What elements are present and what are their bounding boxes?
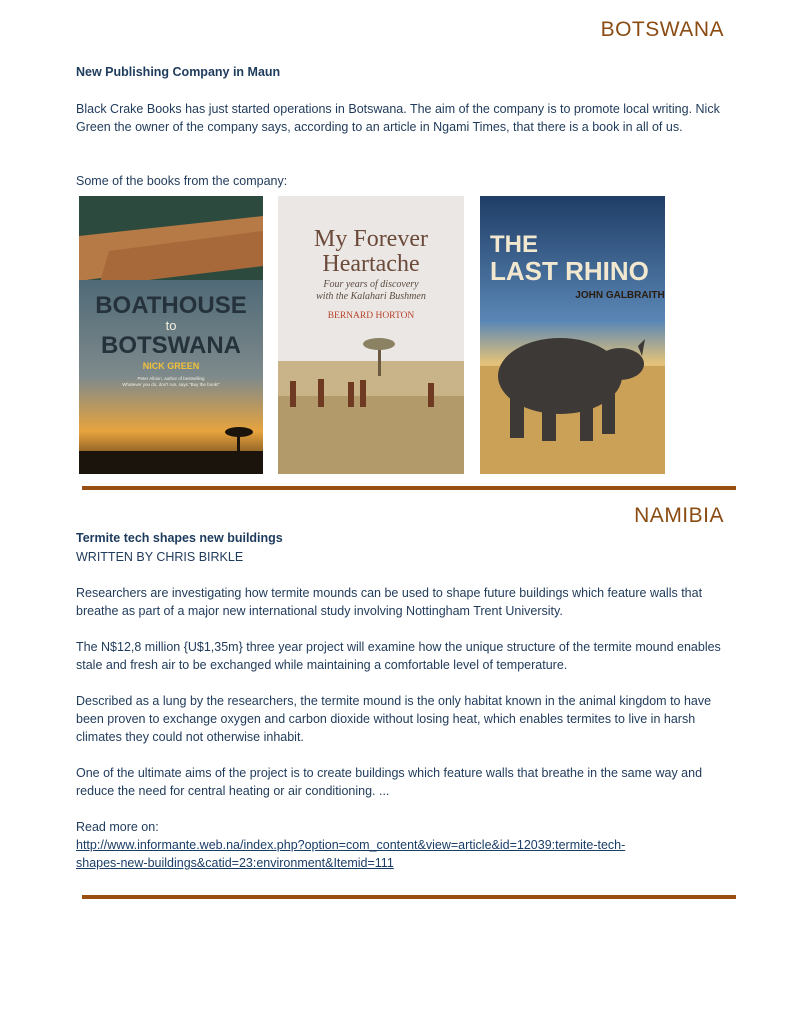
read-more-label: Read more on: (76, 820, 159, 834)
cover-title-line1: My Forever (314, 226, 428, 252)
books-intro: Some of the books from the company: (76, 174, 288, 188)
cover-author: JOHN GALBRAITH (575, 290, 665, 301)
article-byline: WRITTEN BY CHRIS BIRKLE (76, 550, 244, 564)
section-divider (82, 895, 736, 899)
cover-title-line1: THE (490, 231, 538, 258)
book-cover-last-rhino (480, 196, 665, 474)
book-cover-boathouse (79, 196, 263, 474)
article-paragraph: The N$12,8 million {U$1,35m} three year project will examine how the unique structure of the termite mound enables stale and fresh air to be exchanged while maintaining a comfortable level of temperature. (76, 640, 721, 672)
article-paragraph: Described as a lung by the researchers, the termite mound is the only habitat known in the animal kingdom to have been proven to exchange oxygen and carbon dioxide without losing heat, which enables termites to live in harsh climates they could not otherwise inhabit. (76, 694, 712, 744)
cover-title-line2: LAST RHINO (490, 256, 649, 286)
cover-title-line1: BOATHOUSE (95, 292, 247, 319)
book-cover-heartache (278, 196, 464, 474)
cover-title-line2: Heartache (322, 251, 420, 277)
article-link[interactable] (76, 836, 736, 872)
cover-title-line3: BOTSWANA (101, 332, 241, 359)
article-paragraph: One of the ultimate aims of the project is to create buildings which feature walls that breathe in the same way and reduce the need for central heating or air conditioning. ... (76, 766, 703, 798)
cover-subtitle-line1: Four years of discovery (323, 279, 419, 290)
article-paragraph: Black Crake Books has just started operations in Botswana. The aim of the company is to promote local writing. Nick Green the owner of the company says, according to an article in Ngami Times, that there is a book in all of us. (76, 102, 720, 134)
section-divider (82, 486, 736, 490)
article-headline: New Publishing Company in Maun (76, 65, 281, 79)
article-link-line1[interactable]: http://www.informante.web.na/index.php?option=com_content&view=article&id=12039:termite-tech- (76, 838, 626, 852)
country-heading-namibia: NAMIBIA (634, 504, 724, 527)
cover-author: NICK GREEN (142, 361, 200, 371)
cover-author: BERNARD HORTON (327, 311, 415, 321)
article-headline: Termite tech shapes new buildings (76, 531, 283, 545)
cover-title-line2: to (165, 318, 177, 333)
cover-subtitle-line2: with the Kalahari Bushmen (316, 291, 426, 302)
country-heading-botswana: BOTSWANA (600, 18, 724, 41)
cover-blurb-line2: Whatever you do, don't run, says "Buy the book!" (122, 382, 220, 387)
article-link-line2[interactable]: shapes-new-buildings&catid=23:environment&Itemid=111 (76, 856, 394, 870)
article-paragraph: Researchers are investigating how termite mounds can be used to shape future buildings which feature walls that breathe as part of a major new international study involving Nottingham Trent University. (76, 586, 703, 618)
cover-blurb-line1: Peter Albion, author of bestselling (137, 376, 205, 381)
